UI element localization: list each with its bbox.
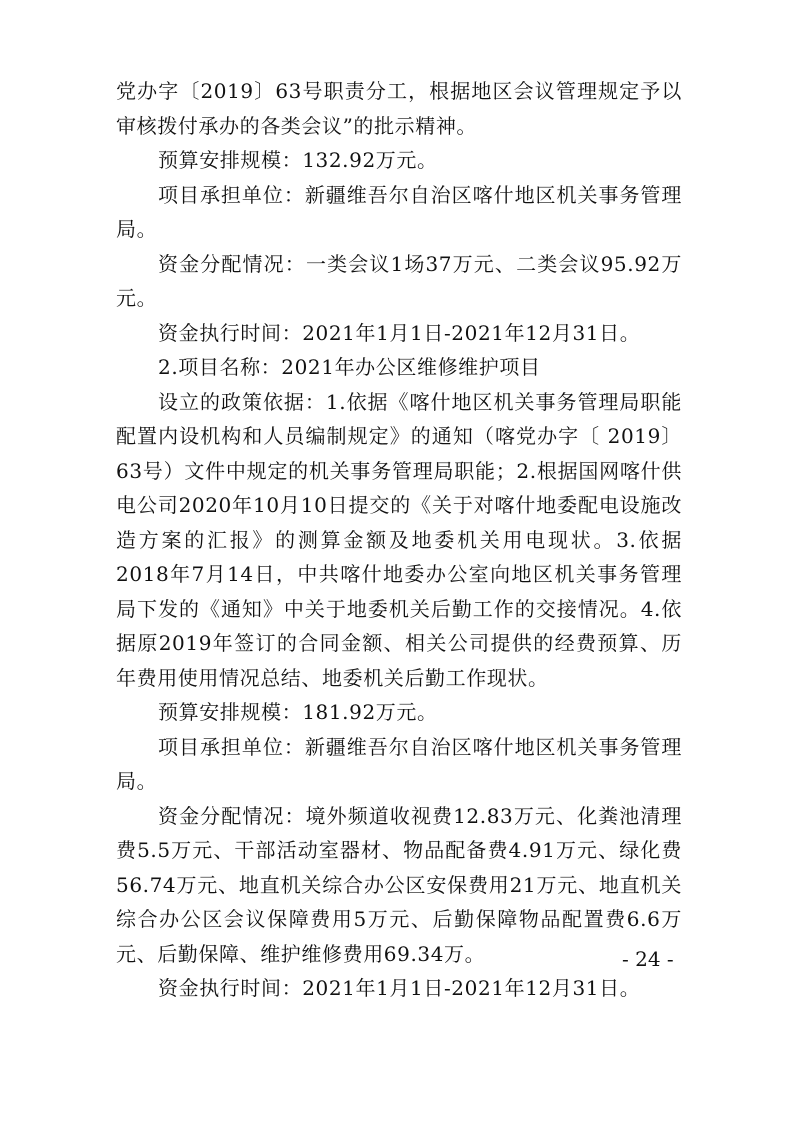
paragraph: 资金分配情况：境外频道收视费12.83万元、化粪池清理费5.5万元、干部活动室器材、物品配备费4.91万元、绿化费56.74万元、地直机关综合办公区安保费用21万元、地直机关综合办公区会议保障费用5万元、后勤保障物品配置费6.6万元、后勤保障、维护维修费用69.34万。	[116, 803, 682, 966]
page-number: - 24 -	[622, 947, 674, 971]
paragraph: 党办字〔2019〕63号职责分工，根据地区会议管理规定予以审核拨付承办的各类会议”的批示精神。	[116, 79, 682, 138]
section-heading: 2.项目名称：2021年办公区维修维护项目	[158, 355, 541, 379]
paragraph: 设立的政策依据：1.依据《喀什地区机关事务管理局职能配置内设机构和人员编制规定》的通知（喀党办字〔 2019〕63号）文件中规定的机关事务管理局职能；2.根据国网喀什供电公司2020年10月10日提交的《关于对喀什地委配电设施改造方案的汇报》的测算金额及地委机关用电现状。3.依据2018年7月14日，中共喀什地委办公室向地区机关事务管理局下发的《通知》中关于地委机关后勤工作的交接情况。4.依据原2019年签订的合同金额、相关公司提供的经费预算、历年费用使用情况总结、地委机关后勤工作现状。	[116, 389, 682, 690]
paragraph: 预算安排规模：181.92万元。	[158, 700, 438, 724]
paragraph: 预算安排规模：132.92万元。	[158, 148, 438, 172]
paragraph: 资金执行时间：2021年1月1日-2021年12月31日。	[158, 320, 641, 345]
paragraph: 资金执行时间：2021年1月1日-2021年12月31日。	[158, 976, 641, 1000]
body-text	[116, 74, 682, 1006]
paragraph: 项目承担单位：新疆维吾尔自治区喀什地区机关事务管理局。	[116, 734, 682, 793]
paragraph: 资金分配情况：一类会议1场37万元、二类会议95.92万元。	[116, 251, 682, 310]
paragraph: 项目承担单位：新疆维吾尔自治区喀什地区机关事务管理局。	[116, 182, 682, 241]
